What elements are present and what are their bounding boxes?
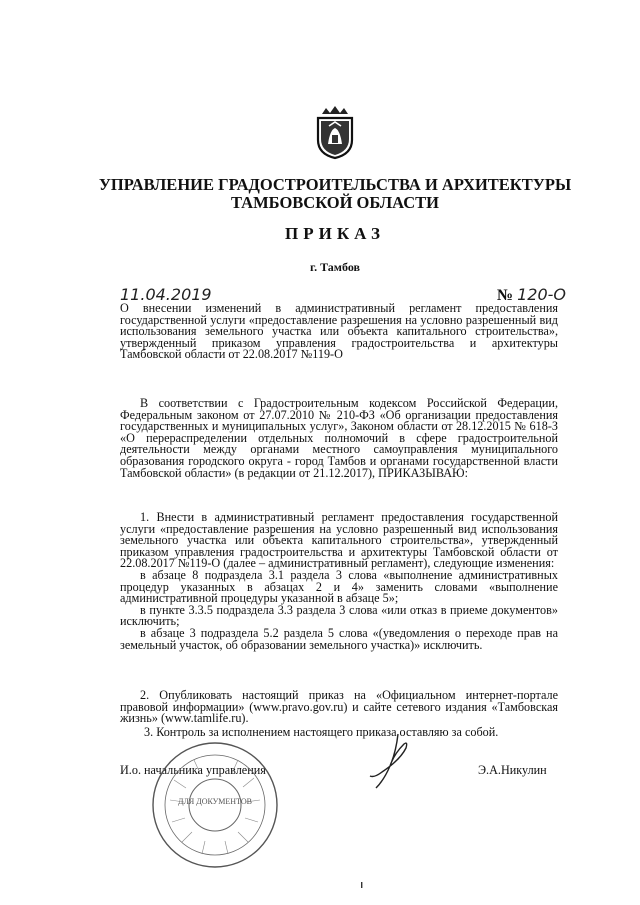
order-date: 11.04.2019 (120, 285, 212, 304)
item-3-text: 3. Контроль за исполнением настоящего приказа оставляю за собой. (144, 725, 499, 739)
item-1-change-b: в пункте 3.3.5 подраздела 3.3 раздела 3 слова «или отказ в приеме документов» исключить; (120, 602, 558, 629)
page-mark (360, 882, 364, 888)
item-1-change-c: в абзаце 3 подраздела 5.2 раздела 5 слова «(уведомления о переходе прав на земельный участок, об образовании земельного участка)» исключить. (120, 625, 558, 652)
subject-text: О внесении изменений в административный регламент предоставления государственной услуги «предоставление разрешения на условно разрешенный вид использования земельного участка или объекта капитального строительства», утвержденный приказом управления градостроительства и архитектуры Тамбовской области от 22.08.2017 №119-О (120, 301, 558, 362)
stamp-text: ДЛЯ ДОКУМЕНТОВ (178, 797, 252, 806)
signer-name: Э.А.Никулин (478, 763, 547, 777)
handwritten-signature (360, 732, 420, 792)
preamble (120, 398, 558, 479)
item-1-change-a: в абзаце 8 подраздела 3.1 раздела 3 слова «выполнение административных процедур указанных в абзацах 2 и 4» заменить словами «выполнение административной процедуры указанной в абзаце 5»; (120, 567, 558, 606)
item-2 (120, 690, 558, 725)
org-title-line2: ТАМБОВСКОЙ ОБЛАСТИ (230, 193, 440, 212)
number-value: 120-О (517, 285, 566, 304)
document-type: ПРИКАЗ (285, 224, 385, 243)
org-title-line1: УПРАВЛЕНИЕ ГРАДОСТРОИТЕЛЬСТВА И АРХИТЕКТУРЫ (98, 175, 572, 194)
item-1-intro: 1. Внести в административный регламент предоставления государственной услуги «предоставление разрешения на условно разрешенный вид использования земельного участка или объекта капитального строительства», утвержденный приказом управления градостроительства и архитектуры Тамбовской области от 22.08.2017 №119-О (далее – административный регламент), следующие изменения: (120, 510, 558, 571)
signer-title: И.о. начальника управления (120, 763, 266, 777)
number-prefix: № (497, 287, 514, 304)
city: г. Тамбов (310, 260, 360, 274)
item-3 (144, 727, 558, 739)
official-stamp (150, 740, 280, 870)
item-2-text: 2. Опубликовать настоящий приказ на «Официальном интернет-портале правовой информации» (www.pravo.gov.ru) и сайте сетевого издания «Тамбовская жизнь» (www.tamlife.ru). (120, 688, 558, 726)
preamble-text: В соответствии с Градостроительным кодексом Российской Федерации, Федеральным законом от 27.07.2010 № 210-ФЗ «Об организации предоставления государственных и муниципальных услуг», Законом области от 28.12.2015 № 618-З «О перераспределении отдельных полномочий в сфере градостроительной деятельности между органами местного самоуправления муниципального образования городского округа - город Тамбов и органами государственной власти Тамбовской области» (в редакции от 21.12.2017), ПРИКАЗЫВАЮ: (120, 396, 558, 480)
coat-of-arms-icon (312, 104, 358, 160)
item-1 (120, 512, 558, 651)
order-subject (120, 303, 558, 361)
